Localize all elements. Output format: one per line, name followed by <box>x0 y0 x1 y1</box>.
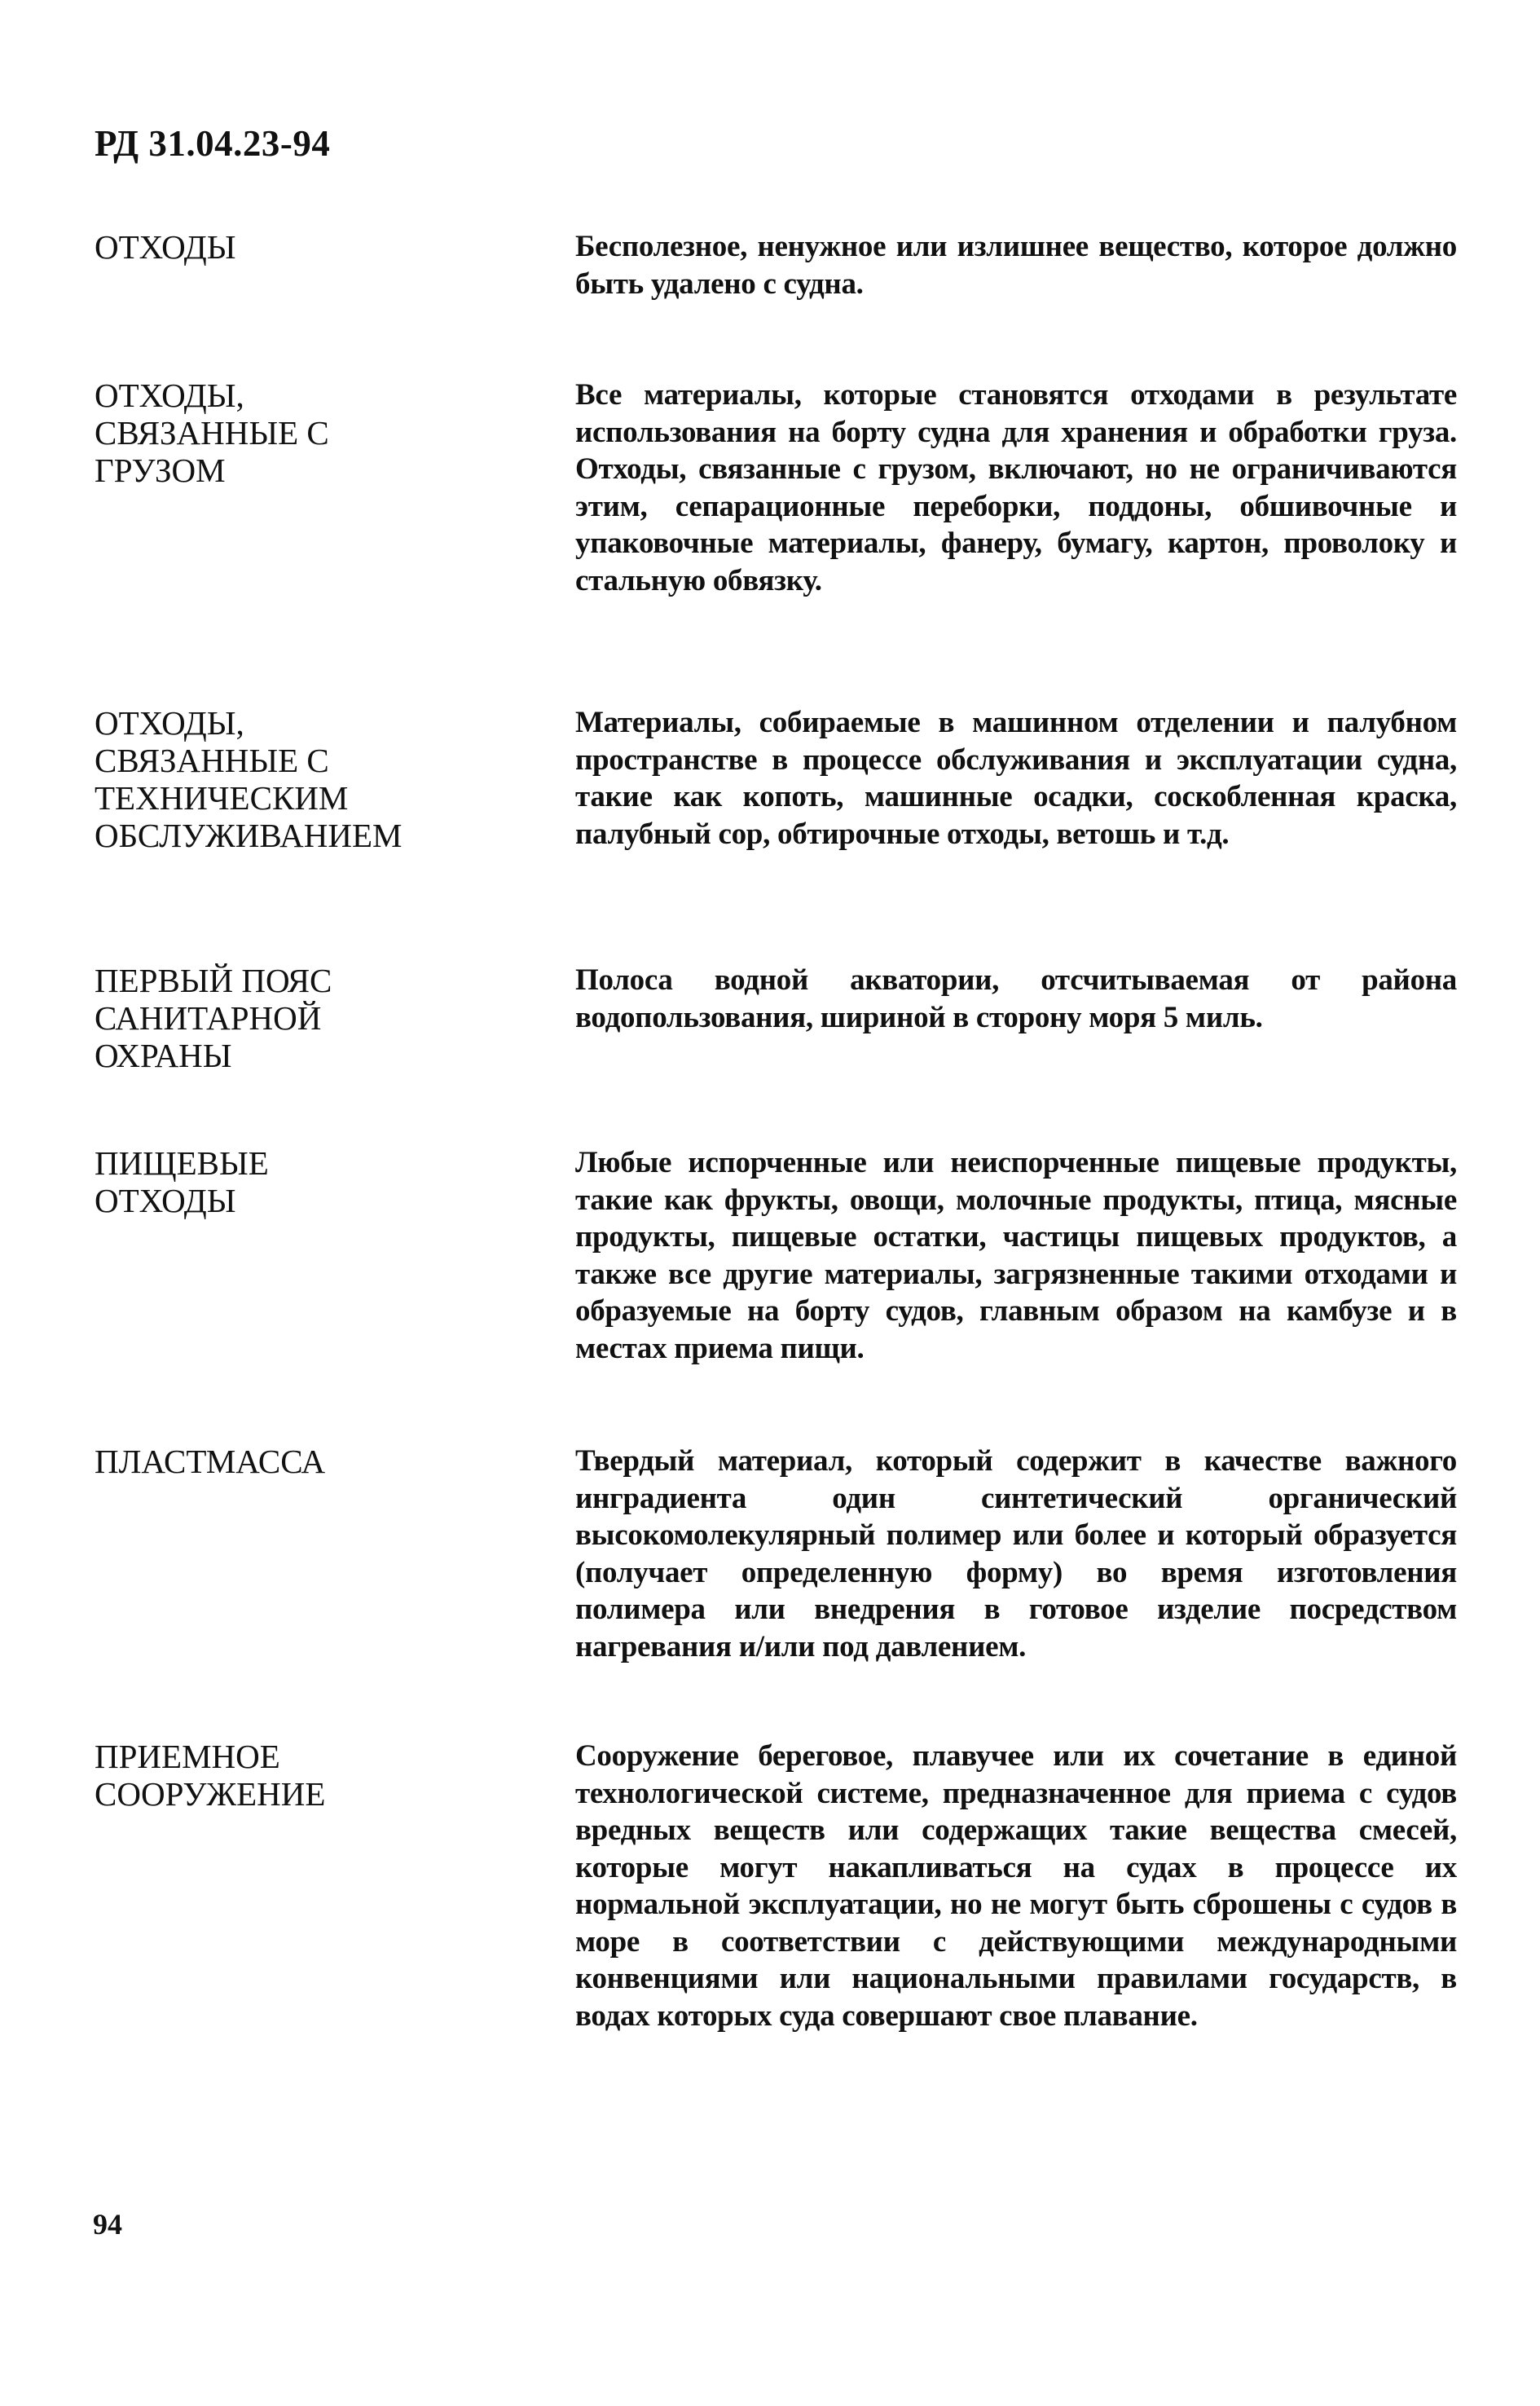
term-sanitary-zone <box>95 962 551 1074</box>
term-plastic <box>95 1443 551 1480</box>
definition-sanitary-zone: Полоса водной акватории, отсчитываемая от района водопользования, шириной в сторону моря 5 миль. <box>575 963 1457 1034</box>
term-food-waste <box>95 1144 551 1219</box>
definition-plastic: Твердый материал, который содержит в качестве важного инградиента один синтетический органический высокомолекулярный полимер или более и который образуется (получает определенную форму) во время изготовления полимера или внедрения в готовое изделие посредством нагревания и/или под давлением. <box>575 1444 1457 1663</box>
term-line: ПЕРВЫЙ ПОЯС <box>95 962 332 999</box>
definition-reception-facility: Сооружение береговое, плавучее или их сочетание в единой технологической системе, предназначенное для приема с судов вредных веществ или содержащих такие вещества смесей, которые могут накапливаться на судах в процессе их нормальной эксплуатации, но не могут быть сброшены с судов в море в соответствии с действующими международными конвенциями или национальными правилами государств, в водах которых суда совершают свое плавание. <box>575 1739 1457 2033</box>
term-line: ТЕХНИЧЕСКИМ <box>95 779 349 817</box>
definition-otkhody: Бесполезное, ненужное или излишнее вещество, которое должно быть удалено с судна. <box>575 230 1457 301</box>
term-cargo-waste <box>95 377 551 489</box>
term-line: ОТХОДЫ, <box>95 377 244 414</box>
definition-maintenance-waste: Материалы, собираемые в машинном отделении и палубном пространстве в процессе обслуживания и эксплуатации судна, такие как копоть, машинные осадки, соскобленная краска, палубный сор, обтирочные отходы, ветошь и т.д. <box>575 706 1457 851</box>
term-line: ПРИЕМНОЕ <box>95 1738 280 1775</box>
term-line: СВЯЗАННЫЕ С <box>95 414 329 452</box>
term-line: ОХРАНЫ <box>95 1037 232 1074</box>
term-line: СВЯЗАННЫЕ С <box>95 742 329 779</box>
document-code: РД 31.04.23-94 <box>95 123 331 164</box>
term-line: ОТХОДЫ <box>95 228 236 266</box>
term-line: ОТХОДЫ <box>95 1182 236 1219</box>
term-line: САНИТАРНОЙ <box>95 999 322 1037</box>
term-line: ОТХОДЫ, <box>95 704 244 742</box>
definition-cargo-waste: Все материалы, которые становятся отходами в результате использования на борту судна для хранения и обработки груза. Отходы, связанные с грузом, включают, но не ограничиваются этим, сепарационные переборки, поддоны, обшивочные и упаковочные материалы, фанеру, бумагу, картон, проволоку и стальную обвязку. <box>575 378 1457 597</box>
term-line: СООРУЖЕНИЕ <box>95 1775 326 1813</box>
term-maintenance-waste <box>95 704 551 854</box>
term-reception-facility <box>95 1738 551 1813</box>
term-line: ПЛАСТМАССА <box>95 1443 326 1480</box>
term-otkhody <box>95 228 551 266</box>
definition-food-waste: Любые испорченные или неиспорченные пищевые продукты, такие как фрукты, овощи, молочные продукты, птица, мясные продукты, пищевые остатки, частицы пищевых продуктов, а также все другие материалы, загрязненные такими отходами и образуемые на борту судов, главным образом на камбузе и в местах приема пищи. <box>575 1146 1457 1365</box>
term-line: ПИЩЕВЫЕ <box>95 1144 269 1182</box>
term-line: ГРУЗОМ <box>95 452 226 489</box>
term-line: ОБСЛУЖИВАНИЕМ <box>95 817 403 854</box>
page-number: 94 <box>93 2208 122 2241</box>
